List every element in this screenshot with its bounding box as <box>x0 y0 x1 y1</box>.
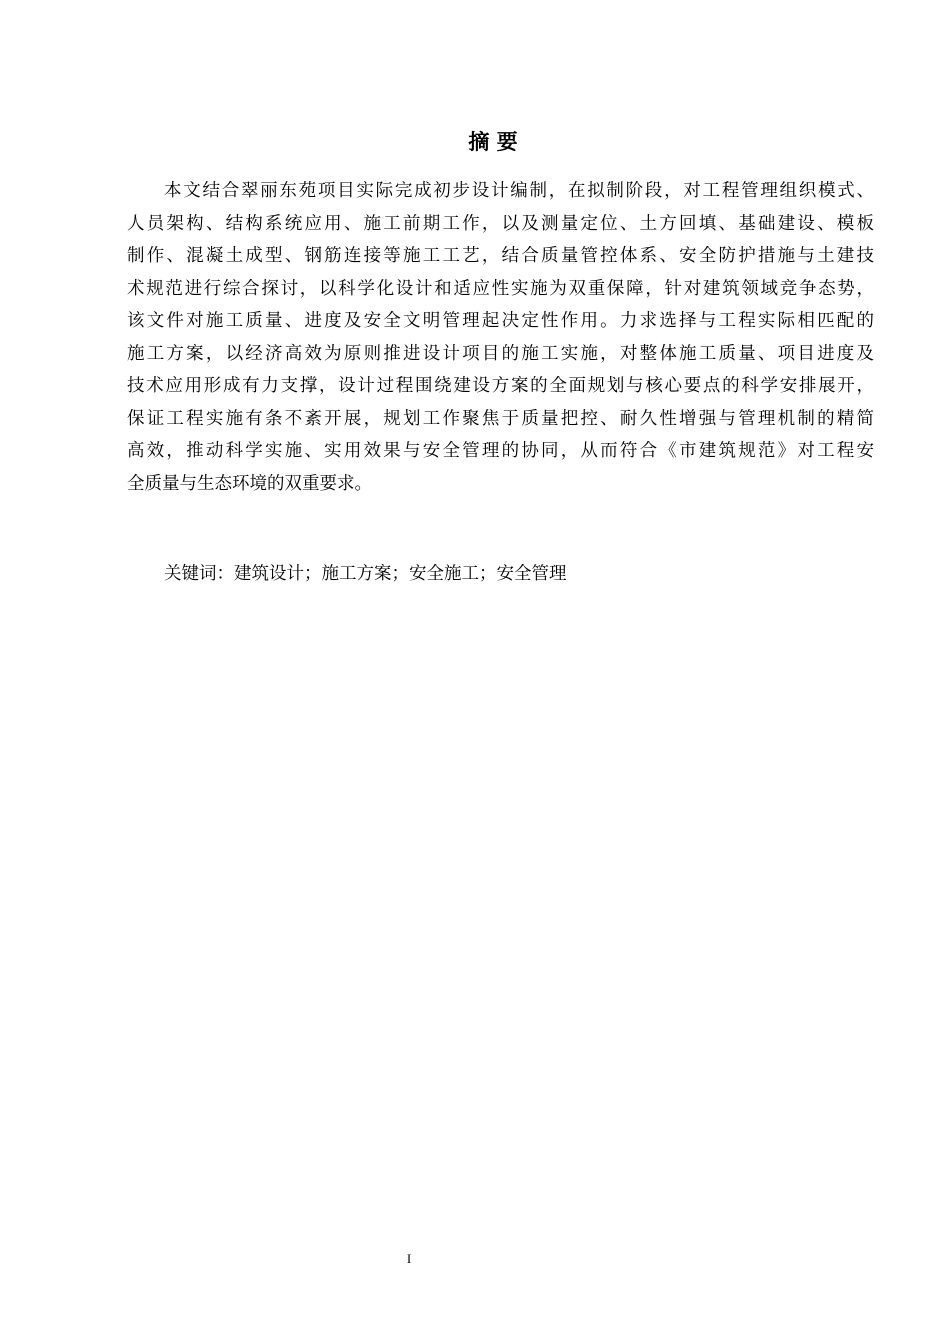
abstract-line: 术规范进行综合探讨，以科学化设计和适应性实施为双重保障，针对建筑领域竞争态势， <box>127 278 874 299</box>
abstract-line: 制作、混凝土成型、钢筋连接等施工工艺，结合质量管控体系、安全防护措施与土建技 <box>127 246 874 266</box>
abstract-line: 全质量与生态环境的双重要求。 <box>127 473 372 494</box>
abstract-line: 保证工程实施有条不紊开展，规划工作聚焦于质量把控、耐久性增强与管理机制的精简 <box>127 408 874 429</box>
abstract-body <box>127 175 874 500</box>
abstract-line: 本文结合翠丽东苑项目实际完成初步设计编制，在拟制阶段，对工程管理组织模式、 <box>164 181 874 201</box>
abstract-line: 施工方案，以经济高效为原则推进设计项目的施工实施，对整体施工质量、项目进度及 <box>127 343 874 364</box>
abstract-line: 技术应用形成有力支撑，设计过程围绕建设方案的全面规划与核心要点的科学安排展开， <box>127 376 874 396</box>
abstract-line: 高效，推动科学实施、实用效果与安全管理的协同，从而符合《市建筑规范》对工程安 <box>127 441 874 461</box>
abstract-title: 摘 要 <box>468 130 518 154</box>
page-number: I <box>406 1251 412 1266</box>
keywords-line: 关键词：建筑设计；施工方案；安全施工；安全管理 <box>164 564 567 584</box>
abstract-line: 该文件对施工质量、进度及安全文明管理起决定性作用。力求选择与工程实际相匹配的 <box>127 311 874 331</box>
abstract-line: 人员架构、结构系统应用、施工前期工作，以及测量定位、土方回填、基础建设、模板 <box>127 213 874 234</box>
